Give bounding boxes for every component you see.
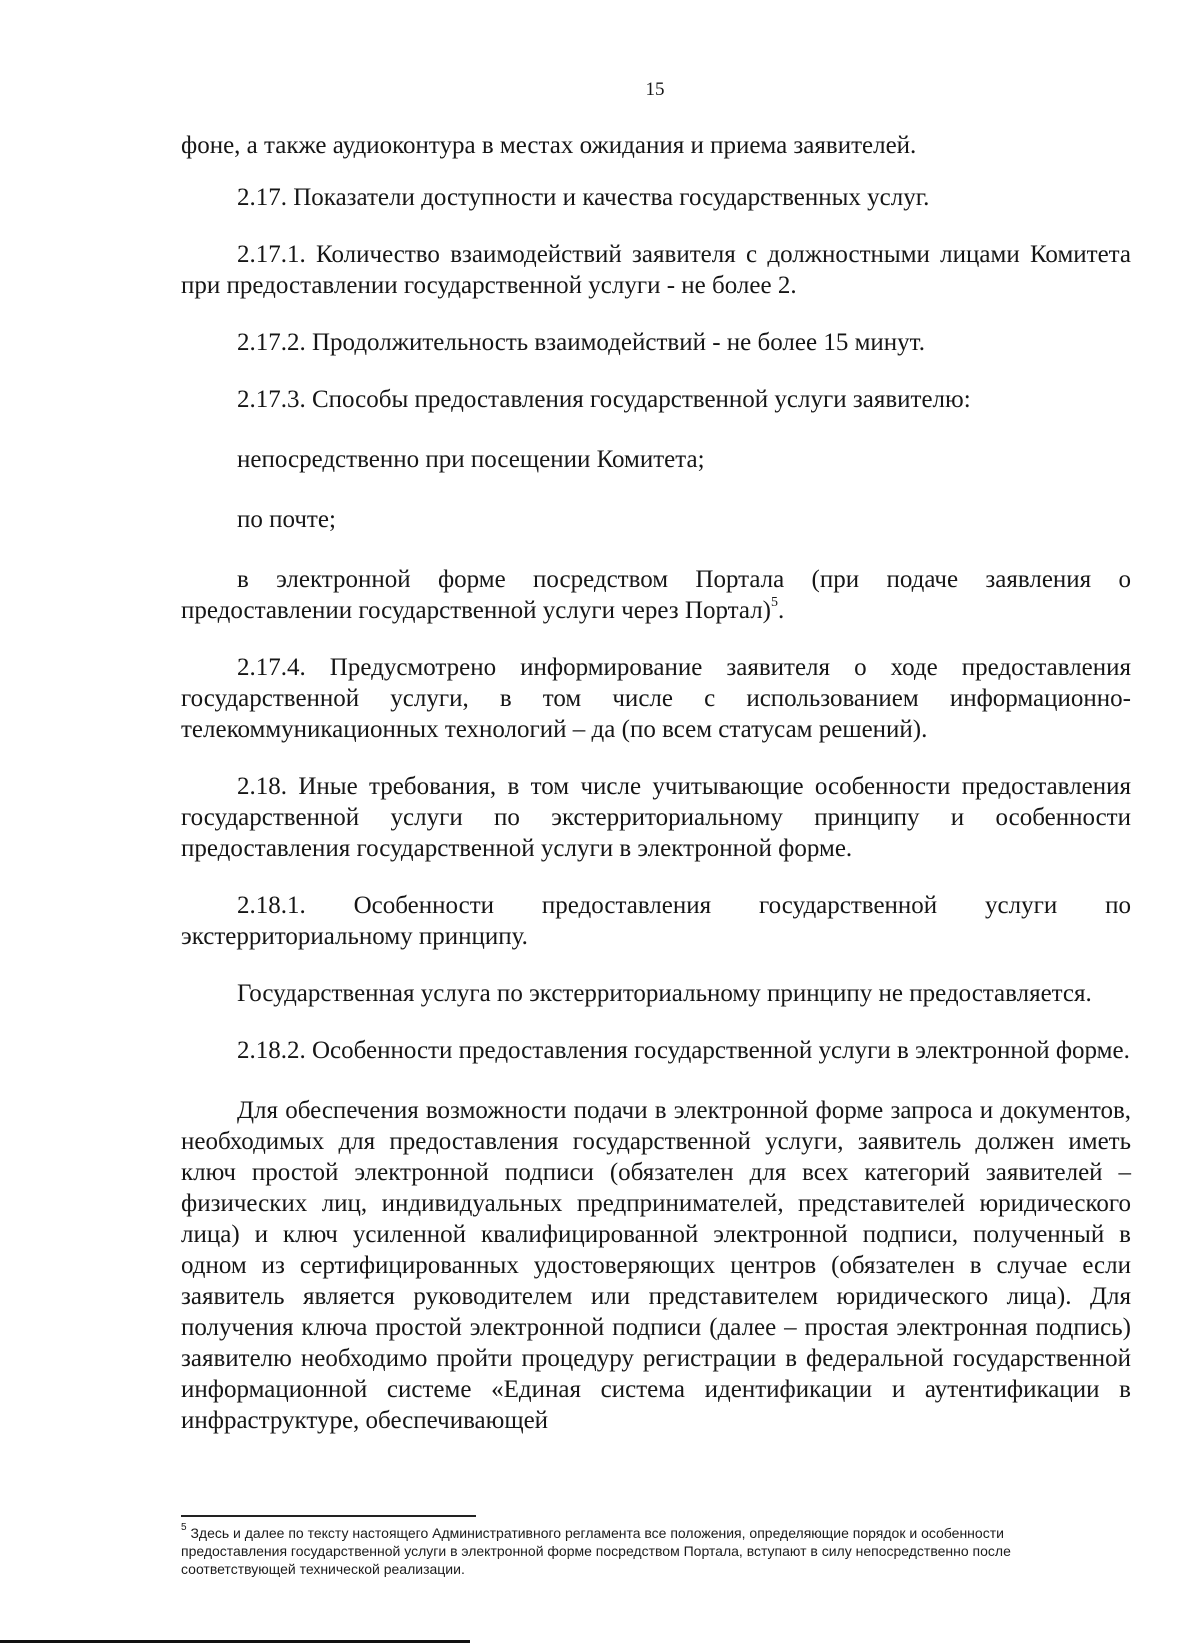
- paragraph-2-18: 2.18. Иные требования, в том числе учитывающие особенности предоставления государственной услуги по экстерриториальному принципу и особенности предоставления государственной услуги в электронной форме.: [181, 773, 1131, 862]
- footnote: [181, 1524, 1081, 1578]
- paragraph-electronic-signature: Для обеспечения возможности подачи в электронной форме запроса и документов, необходимых для предоставления государственной услуги, заявитель должен иметь ключ простой электронной подписи (обязателен для всех категорий заявителей – физических лиц, индивидуальных предпринимателей, представителей юридического лица) и ключ усиленной квалифицированной электронной подписи, полученный в одном из сертифицированных удостоверяющих центров (обязателен в случае если заявитель является руководителем или представителем юридического лица). Для получения ключа простой электронной подписи (далее – простая электронная подпись) заявителю необходимо пройти процедуру регистрации в федеральной государственной информационной системе «Единая система идентификации и аутентификации в инфраструктуре, обеспечивающей: [181, 1097, 1131, 1434]
- paragraph-extraterritorial: Государственная услуга по экстерриториальному принципу не предоставляется.: [237, 980, 1092, 1007]
- footnote-marker: 5: [181, 1522, 187, 1534]
- paragraph-2-17-2: 2.17.2. Продолжительность взаимодействий - не более 15 минут.: [237, 329, 925, 356]
- paragraph-2-17-4: 2.17.4. Предусмотрено информирование заявителя о ходе предоставления государственной услуги, в том числе с использованием информационно-телекоммуникационных технологий – да (по всем статусам решений).: [181, 654, 1131, 743]
- footnote-divider: [181, 1515, 476, 1517]
- list-item-electronic-text: в электронной форме посредством Портала (при подаче заявления о предоставлении государственной услуги через Портал): [181, 566, 1131, 624]
- paragraph-continuation: фоне, а также аудиоконтура в местах ожидания и приема заявителей.: [181, 132, 917, 159]
- page-number: 15: [645, 79, 665, 100]
- list-item-by-mail: по почте;: [237, 506, 336, 533]
- paragraph-2-18-2: 2.18.2. Особенности предоставления государственной услуги в электронной форме.: [237, 1037, 1130, 1064]
- paragraph-2-17-1: 2.17.1. Количество взаимодействий заявителя с должностными лицами Комитета при предоставлении государственной услуги - не более 2.: [181, 241, 1131, 299]
- document-body: [181, 130, 1131, 1436]
- footnote-text: Здесь и далее по тексту настоящего Административного регламента все положения, определяющие порядок и особенности предоставления государственной услуги в электронной форме посредством Портала, вступают в силу непосредственно после соответствующей технической реализации.: [181, 1525, 1011, 1577]
- paragraph-2-17-3: 2.17.3. Способы предоставления государственной услуги заявителю:: [237, 386, 971, 413]
- footnote-reference: 5: [771, 594, 778, 610]
- paragraph-2-17: 2.17. Показатели доступности и качества государственных услуг.: [237, 184, 930, 211]
- scan-edge-line: [0, 1640, 470, 1643]
- list-item-in-person: непосредственно при посещении Комитета;: [237, 446, 705, 473]
- list-item-electronic: [181, 564, 1131, 626]
- list-item-electronic-end: .: [778, 597, 785, 624]
- paragraph-2-18-1: 2.18.1. Особенности предоставления государственной услуги по экстерриториальному принципу.: [181, 892, 1131, 950]
